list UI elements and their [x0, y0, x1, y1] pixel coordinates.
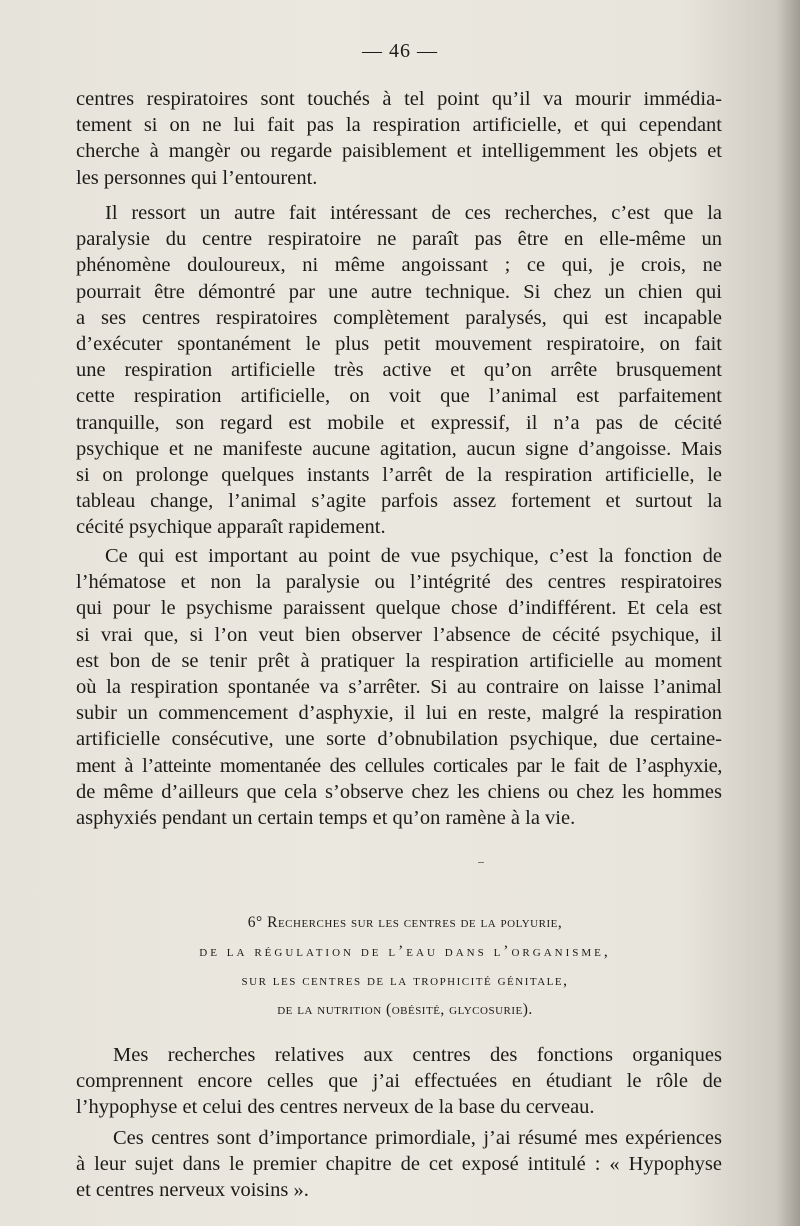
heading-text: Recherches sur les centres de la polyurie,: [267, 914, 563, 931]
text-line: l’hypophyse et celui des centres nerveux de la base du cerveau.: [76, 1096, 595, 1119]
text-line: Ce qui est important au point de vue psychique, c’est la fonction de: [105, 545, 722, 567]
text-line: si vrai que, si l’on veut bien observer l’absence de cécité psychique, il: [76, 623, 722, 646]
text-line: Ces centres sont d’importance primordiale, j’ai résumé mes expériences: [113, 1127, 722, 1149]
text-line: paralysie du centre respiratoire ne paraît pas être en elle-même un: [76, 228, 722, 251]
text-line: ment à l’atteinte momentanée des cellules corticales par le fait de l’asphyxie,: [76, 754, 722, 777]
text-line: est bon de se tenir prêt à pratiquer la respiration artificielle au moment: [76, 649, 722, 672]
text-line: si on prolonge quelques instants l’arrêt de la respiration artificielle, le: [76, 464, 722, 487]
section-number: 6°: [247, 914, 263, 931]
heading-line-3: sur les centres de la trophicité génitale,: [241, 972, 569, 989]
text-line: tement si on ne lui fait pas la respiration artificielle, et qui cependant: [76, 114, 722, 137]
text-line: à leur sujet dans le premier chapitre de cet exposé intitulé : « Hypophyse: [76, 1153, 722, 1176]
text-line: cécité psychique apparaît rapidement.: [76, 516, 386, 539]
page-number: — 46 —: [362, 40, 438, 62]
heading-line-4: de la nutrition (obésité, glycosurie).: [277, 1001, 533, 1018]
text-line: subir un commencement d’asphyxie, il lui en reste, malgré la respiration: [76, 702, 722, 725]
text-line: tableau change, l’animal s’agite parfois assez fortement et surtout la: [76, 490, 722, 513]
section-heading: [160, 908, 650, 1024]
text-line: artificielle consécutive, une sorte d’obnubilation psychique, due certaine-: [76, 728, 722, 751]
text-line: Il ressort un autre fait intéressant de ces recherches, c’est que la: [105, 202, 722, 224]
text-line: une respiration artificielle très active et qu’on arrête brusquement: [76, 359, 722, 382]
text-line: où la respiration spontanée va s’arrêter. Si au contraire on laisse l’animal: [76, 676, 722, 699]
text-line: centres respiratoires sont touchés à tel point qu’il va mourir immédia-: [76, 88, 722, 110]
text-line: phénomène douloureux, ni même angoissant ; ce qui, je crois, ne: [76, 254, 722, 277]
heading-line-2: de la régulation de l’eau dans l’organisme,: [199, 943, 611, 960]
text-line: psychique et ne manifeste aucune agitation, aucun signe d’angoisse. Mais: [76, 437, 722, 460]
text-line: d’exécuter spontanément le plus petit mouvement respiratoire, on fait: [76, 333, 722, 356]
paragraph-5: [76, 1125, 722, 1204]
heading-line-1: [160, 908, 650, 937]
text-line: a ses centres respiratoires complètement paralysés, qui est incapable: [76, 306, 722, 329]
text-line: de même d’ailleurs que cela s’observe chez les chiens ou chez les hommes: [76, 780, 722, 803]
separator-mark: [478, 862, 484, 863]
text-line: qui pour le psychisme paraissent quelque chose d’indifférent. Et cela est: [76, 597, 722, 620]
text-line: Mes recherches relatives aux centres des fonctions organiques: [113, 1044, 722, 1066]
text-line: cherche à mangèr ou regarde paisiblement et intelligemment les objets et: [76, 140, 722, 163]
text-line: asphyxiés pendant un certain temps et qu’on ramène à la vie.: [76, 807, 576, 830]
text-line: pourrait être démontré par une autre technique. Si chez un chien qui: [76, 280, 722, 303]
text-line: comprennent encore celles que j’ai effectuées en étudiant le rôle de: [76, 1070, 722, 1093]
text-line: et centres nerveux voisins ».: [76, 1179, 309, 1202]
text-line: tranquille, son regard est mobile et expressif, il n’a pas de cécité: [76, 411, 722, 434]
paragraph-4: [76, 1042, 722, 1121]
text-line: cette respiration artificielle, on voit que l’animal est parfaitement: [76, 385, 722, 408]
paragraph-2: [76, 200, 722, 541]
text-line: les personnes qui l’entourent.: [76, 166, 318, 189]
paragraph-1: [76, 86, 722, 191]
text-line: l’hématose et non la paralysie ou l’intégrité des centres respiratoires: [76, 571, 722, 594]
paragraph-3: [76, 543, 722, 831]
